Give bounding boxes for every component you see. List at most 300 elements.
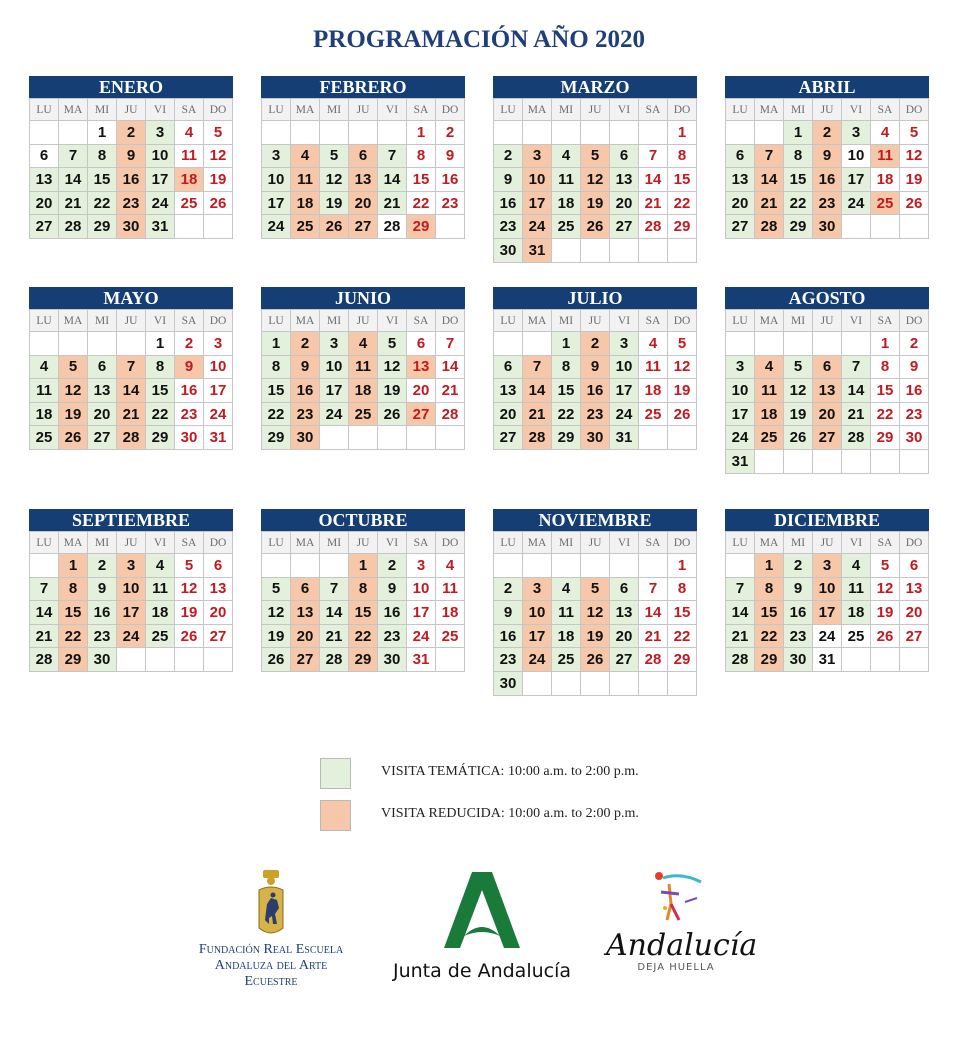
day-cell: 15 bbox=[668, 168, 697, 192]
day-cell: 27 bbox=[291, 648, 320, 672]
empty-cell bbox=[523, 121, 552, 145]
day-cell: 6 bbox=[291, 577, 320, 601]
day-cell: 26 bbox=[668, 402, 697, 426]
weekday-label: DO bbox=[436, 532, 465, 554]
day-cell: 25 bbox=[552, 648, 581, 672]
day-cell: 2 bbox=[117, 121, 146, 145]
weekday-label: DO bbox=[436, 99, 465, 121]
day-cell: 5 bbox=[900, 121, 929, 145]
day-cell: 31 bbox=[407, 648, 436, 672]
day-cell: 20 bbox=[291, 624, 320, 648]
day-cell: 8 bbox=[871, 355, 900, 379]
day-cell: 17 bbox=[117, 601, 146, 625]
day-cell: 18 bbox=[349, 379, 378, 403]
day-cell: 4 bbox=[552, 144, 581, 168]
empty-cell bbox=[494, 554, 523, 578]
day-cell: 4 bbox=[639, 332, 668, 356]
day-cell: 4 bbox=[871, 121, 900, 145]
weekday-label: MI bbox=[552, 310, 581, 332]
day-cell: 9 bbox=[494, 168, 523, 192]
empty-cell bbox=[871, 449, 900, 473]
day-cell: 21 bbox=[755, 191, 784, 215]
day-cell: 9 bbox=[784, 577, 813, 601]
legend-label-reducida: VISITA REDUCIDA: 10:00 a.m. to 2:00 p.m. bbox=[381, 806, 639, 821]
month-title: JULIO bbox=[493, 287, 697, 309]
day-cell: 29 bbox=[146, 426, 175, 450]
day-cell: 22 bbox=[262, 402, 291, 426]
empty-cell bbox=[726, 554, 755, 578]
day-cell: 3 bbox=[726, 355, 755, 379]
day-cell: 18 bbox=[436, 601, 465, 625]
day-cell: 23 bbox=[436, 191, 465, 215]
day-cell: 26 bbox=[784, 426, 813, 450]
empty-cell bbox=[320, 554, 349, 578]
day-cell: 25 bbox=[755, 426, 784, 450]
day-cell: 26 bbox=[581, 648, 610, 672]
month-abril bbox=[725, 76, 929, 239]
day-cell: 4 bbox=[552, 577, 581, 601]
day-cell: 1 bbox=[552, 332, 581, 356]
day-cell: 10 bbox=[146, 144, 175, 168]
day-cell: 6 bbox=[30, 144, 59, 168]
day-cell: 28 bbox=[117, 426, 146, 450]
day-cell: 15 bbox=[871, 379, 900, 403]
junta-logo bbox=[392, 870, 572, 982]
day-cell: 21 bbox=[378, 191, 407, 215]
day-cell: 26 bbox=[871, 624, 900, 648]
day-cell: 5 bbox=[668, 332, 697, 356]
day-cell: 11 bbox=[146, 577, 175, 601]
day-cell: 11 bbox=[291, 168, 320, 192]
month-title: FEBRERO bbox=[261, 76, 465, 98]
empty-cell bbox=[842, 449, 871, 473]
day-cell: 4 bbox=[436, 554, 465, 578]
day-cell: 3 bbox=[523, 577, 552, 601]
empty-cell bbox=[610, 554, 639, 578]
day-cell: 23 bbox=[175, 402, 204, 426]
empty-cell bbox=[117, 332, 146, 356]
day-cell: 10 bbox=[842, 144, 871, 168]
day-cell: 18 bbox=[552, 191, 581, 215]
day-cell: 3 bbox=[842, 121, 871, 145]
day-cell: 30 bbox=[900, 426, 929, 450]
day-cell: 3 bbox=[204, 332, 233, 356]
day-cell: 20 bbox=[494, 402, 523, 426]
month-table bbox=[261, 309, 465, 450]
weekday-label: MA bbox=[59, 310, 88, 332]
day-cell: 26 bbox=[378, 402, 407, 426]
weekday-label: VI bbox=[378, 310, 407, 332]
day-cell: 18 bbox=[175, 168, 204, 192]
day-cell: 10 bbox=[523, 168, 552, 192]
month-junio bbox=[261, 287, 465, 450]
day-cell: 29 bbox=[59, 648, 88, 672]
day-cell: 4 bbox=[755, 355, 784, 379]
day-cell: 24 bbox=[204, 402, 233, 426]
weekday-label: MI bbox=[784, 310, 813, 332]
day-cell: 7 bbox=[30, 577, 59, 601]
day-cell: 5 bbox=[581, 144, 610, 168]
weekday-label: VI bbox=[842, 99, 871, 121]
day-cell: 30 bbox=[117, 215, 146, 239]
day-cell: 5 bbox=[262, 577, 291, 601]
day-cell: 5 bbox=[871, 554, 900, 578]
month-mayo bbox=[29, 287, 233, 450]
day-cell: 8 bbox=[755, 577, 784, 601]
day-cell: 2 bbox=[494, 144, 523, 168]
day-cell: 30 bbox=[581, 426, 610, 450]
weekday-label: LU bbox=[30, 99, 59, 121]
day-cell: 28 bbox=[639, 215, 668, 239]
month-enero bbox=[29, 76, 233, 239]
day-cell: 10 bbox=[262, 168, 291, 192]
day-cell: 1 bbox=[262, 332, 291, 356]
day-cell: 27 bbox=[407, 402, 436, 426]
day-cell: 28 bbox=[30, 648, 59, 672]
empty-cell bbox=[581, 554, 610, 578]
empty-cell bbox=[262, 554, 291, 578]
day-cell: 7 bbox=[378, 144, 407, 168]
day-cell: 21 bbox=[523, 402, 552, 426]
day-cell: 18 bbox=[871, 168, 900, 192]
day-cell: 18 bbox=[755, 402, 784, 426]
weekday-label: DO bbox=[668, 310, 697, 332]
day-cell: 7 bbox=[755, 144, 784, 168]
day-cell: 20 bbox=[30, 191, 59, 215]
day-cell: 5 bbox=[378, 332, 407, 356]
day-cell: 25 bbox=[291, 215, 320, 239]
day-cell: 23 bbox=[378, 624, 407, 648]
month-marzo bbox=[493, 76, 697, 263]
empty-cell bbox=[320, 121, 349, 145]
day-cell: 29 bbox=[755, 648, 784, 672]
empty-cell bbox=[639, 554, 668, 578]
day-cell: 11 bbox=[30, 379, 59, 403]
day-cell: 21 bbox=[320, 624, 349, 648]
empty-cell bbox=[291, 121, 320, 145]
day-cell: 27 bbox=[726, 215, 755, 239]
empty-cell bbox=[552, 121, 581, 145]
weekday-label: LU bbox=[726, 99, 755, 121]
month-table bbox=[29, 531, 233, 672]
empty-cell bbox=[320, 426, 349, 450]
day-cell: 18 bbox=[552, 624, 581, 648]
day-cell: 28 bbox=[436, 402, 465, 426]
day-cell: 8 bbox=[668, 577, 697, 601]
empty-cell bbox=[291, 554, 320, 578]
day-cell: 7 bbox=[523, 355, 552, 379]
day-cell: 27 bbox=[349, 215, 378, 239]
day-cell: 24 bbox=[842, 191, 871, 215]
empty-cell bbox=[523, 671, 552, 695]
day-cell: 31 bbox=[523, 238, 552, 262]
day-cell: 17 bbox=[842, 168, 871, 192]
day-cell: 1 bbox=[784, 121, 813, 145]
day-cell: 24 bbox=[813, 624, 842, 648]
month-title: ABRIL bbox=[725, 76, 929, 98]
day-cell: 2 bbox=[175, 332, 204, 356]
day-cell: 11 bbox=[842, 577, 871, 601]
weekday-label: VI bbox=[378, 532, 407, 554]
empty-cell bbox=[784, 332, 813, 356]
month-octubre bbox=[261, 509, 465, 672]
day-cell: 30 bbox=[494, 238, 523, 262]
day-cell: 9 bbox=[88, 577, 117, 601]
day-cell: 10 bbox=[407, 577, 436, 601]
weekday-label: MI bbox=[320, 310, 349, 332]
day-cell: 11 bbox=[175, 144, 204, 168]
day-cell: 19 bbox=[378, 379, 407, 403]
empty-cell bbox=[262, 121, 291, 145]
empty-cell bbox=[436, 215, 465, 239]
day-cell: 14 bbox=[436, 355, 465, 379]
weekday-label: MA bbox=[755, 532, 784, 554]
weekday-label: SA bbox=[871, 99, 900, 121]
day-cell: 19 bbox=[581, 624, 610, 648]
day-cell: 24 bbox=[407, 624, 436, 648]
weekday-label: DO bbox=[900, 99, 929, 121]
day-cell: 31 bbox=[146, 215, 175, 239]
day-cell: 13 bbox=[813, 379, 842, 403]
weekday-label: DO bbox=[900, 532, 929, 554]
day-cell: 5 bbox=[204, 121, 233, 145]
day-cell: 2 bbox=[436, 121, 465, 145]
day-cell: 25 bbox=[842, 624, 871, 648]
day-cell: 23 bbox=[784, 624, 813, 648]
day-cell: 16 bbox=[117, 168, 146, 192]
day-cell: 20 bbox=[407, 379, 436, 403]
empty-cell bbox=[552, 554, 581, 578]
day-cell: 11 bbox=[552, 168, 581, 192]
day-cell: 22 bbox=[59, 624, 88, 648]
day-cell: 7 bbox=[726, 577, 755, 601]
day-cell: 6 bbox=[88, 355, 117, 379]
day-cell: 10 bbox=[523, 601, 552, 625]
month-table bbox=[261, 531, 465, 672]
day-cell: 7 bbox=[320, 577, 349, 601]
empty-cell bbox=[523, 332, 552, 356]
day-cell: 5 bbox=[59, 355, 88, 379]
day-cell: 22 bbox=[407, 191, 436, 215]
day-cell: 25 bbox=[552, 215, 581, 239]
day-cell: 18 bbox=[146, 601, 175, 625]
empty-cell bbox=[639, 238, 668, 262]
day-cell: 14 bbox=[842, 379, 871, 403]
weekday-label: DO bbox=[668, 99, 697, 121]
day-cell: 15 bbox=[552, 379, 581, 403]
empty-cell bbox=[204, 215, 233, 239]
day-cell: 15 bbox=[146, 379, 175, 403]
andalucia-label: Andalucía bbox=[606, 928, 758, 963]
day-cell: 24 bbox=[262, 215, 291, 239]
empty-cell bbox=[813, 449, 842, 473]
day-cell: 28 bbox=[320, 648, 349, 672]
day-cell: 7 bbox=[639, 144, 668, 168]
day-cell: 8 bbox=[88, 144, 117, 168]
day-cell: 2 bbox=[900, 332, 929, 356]
day-cell: 20 bbox=[726, 191, 755, 215]
day-cell: 13 bbox=[900, 577, 929, 601]
day-cell: 12 bbox=[262, 601, 291, 625]
day-cell: 29 bbox=[88, 215, 117, 239]
day-cell: 20 bbox=[204, 601, 233, 625]
day-cell: 27 bbox=[30, 215, 59, 239]
day-cell: 23 bbox=[88, 624, 117, 648]
weekday-label: SA bbox=[175, 310, 204, 332]
day-cell: 26 bbox=[320, 215, 349, 239]
day-cell: 3 bbox=[262, 144, 291, 168]
day-cell: 30 bbox=[88, 648, 117, 672]
weekday-label: MI bbox=[320, 532, 349, 554]
legend-swatch-reducida bbox=[320, 800, 351, 831]
day-cell: 1 bbox=[349, 554, 378, 578]
empty-cell bbox=[523, 554, 552, 578]
day-cell: 28 bbox=[726, 648, 755, 672]
weekday-label: MI bbox=[88, 532, 117, 554]
day-cell: 9 bbox=[291, 355, 320, 379]
day-cell: 4 bbox=[349, 332, 378, 356]
weekday-label: MA bbox=[59, 99, 88, 121]
day-cell: 27 bbox=[813, 426, 842, 450]
month-title: NOVIEMBRE bbox=[493, 509, 697, 531]
weekday-label: SA bbox=[175, 532, 204, 554]
horse-rider-emblem-icon bbox=[253, 868, 289, 940]
weekday-label: VI bbox=[146, 99, 175, 121]
day-cell: 12 bbox=[581, 601, 610, 625]
day-cell: 21 bbox=[436, 379, 465, 403]
day-cell: 6 bbox=[610, 577, 639, 601]
day-cell: 5 bbox=[581, 577, 610, 601]
empty-cell bbox=[59, 332, 88, 356]
day-cell: 16 bbox=[581, 379, 610, 403]
weekday-label: VI bbox=[610, 532, 639, 554]
day-cell: 17 bbox=[320, 379, 349, 403]
day-cell: 22 bbox=[668, 191, 697, 215]
day-cell: 29 bbox=[552, 426, 581, 450]
day-cell: 4 bbox=[30, 355, 59, 379]
day-cell: 17 bbox=[146, 168, 175, 192]
day-cell: 7 bbox=[639, 577, 668, 601]
empty-cell bbox=[668, 426, 697, 450]
day-cell: 25 bbox=[639, 402, 668, 426]
day-cell: 8 bbox=[349, 577, 378, 601]
day-cell: 11 bbox=[755, 379, 784, 403]
weekday-label: SA bbox=[639, 99, 668, 121]
day-cell: 10 bbox=[204, 355, 233, 379]
day-cell: 30 bbox=[378, 648, 407, 672]
day-cell: 28 bbox=[523, 426, 552, 450]
day-cell: 13 bbox=[291, 601, 320, 625]
month-title: JUNIO bbox=[261, 287, 465, 309]
day-cell: 30 bbox=[494, 671, 523, 695]
day-cell: 12 bbox=[204, 144, 233, 168]
day-cell: 8 bbox=[146, 355, 175, 379]
empty-cell bbox=[552, 671, 581, 695]
weekday-label: JU bbox=[117, 532, 146, 554]
day-cell: 31 bbox=[610, 426, 639, 450]
empty-cell bbox=[494, 332, 523, 356]
day-cell: 23 bbox=[291, 402, 320, 426]
day-cell: 7 bbox=[117, 355, 146, 379]
day-cell: 27 bbox=[900, 624, 929, 648]
empty-cell bbox=[639, 671, 668, 695]
weekday-label: DO bbox=[204, 310, 233, 332]
month-table bbox=[493, 98, 697, 263]
weekday-label: SA bbox=[871, 532, 900, 554]
empty-cell bbox=[871, 648, 900, 672]
day-cell: 23 bbox=[813, 191, 842, 215]
day-cell: 3 bbox=[523, 144, 552, 168]
empty-cell bbox=[668, 671, 697, 695]
day-cell: 21 bbox=[117, 402, 146, 426]
day-cell: 13 bbox=[204, 577, 233, 601]
empty-cell bbox=[436, 426, 465, 450]
day-cell: 16 bbox=[784, 601, 813, 625]
weekday-label: DO bbox=[204, 99, 233, 121]
empty-cell bbox=[871, 215, 900, 239]
weekday-label: SA bbox=[175, 99, 204, 121]
day-cell: 14 bbox=[117, 379, 146, 403]
day-cell: 22 bbox=[349, 624, 378, 648]
day-cell: 23 bbox=[494, 215, 523, 239]
empty-cell bbox=[30, 554, 59, 578]
day-cell: 6 bbox=[494, 355, 523, 379]
weekday-label: VI bbox=[610, 99, 639, 121]
day-cell: 9 bbox=[117, 144, 146, 168]
day-cell: 12 bbox=[59, 379, 88, 403]
fundacion-line1: Fundación Real Escuela bbox=[198, 942, 344, 957]
day-cell: 28 bbox=[59, 215, 88, 239]
weekday-label: JU bbox=[581, 310, 610, 332]
empty-cell bbox=[30, 121, 59, 145]
day-cell: 8 bbox=[552, 355, 581, 379]
weekday-label: MA bbox=[291, 310, 320, 332]
day-cell: 3 bbox=[117, 554, 146, 578]
day-cell: 17 bbox=[523, 624, 552, 648]
empty-cell bbox=[146, 648, 175, 672]
empty-cell bbox=[88, 332, 117, 356]
month-table bbox=[725, 531, 929, 672]
weekday-label: MA bbox=[755, 310, 784, 332]
day-cell: 10 bbox=[726, 379, 755, 403]
day-cell: 7 bbox=[436, 332, 465, 356]
legend-label-tematica: VISITA TEMÁTICA: 10:00 a.m. to 2:00 p.m. bbox=[381, 764, 639, 779]
weekday-label: LU bbox=[30, 532, 59, 554]
weekday-label: MI bbox=[88, 99, 117, 121]
month-diciembre bbox=[725, 509, 929, 672]
day-cell: 2 bbox=[813, 121, 842, 145]
day-cell: 17 bbox=[407, 601, 436, 625]
day-cell: 17 bbox=[610, 379, 639, 403]
day-cell: 5 bbox=[320, 144, 349, 168]
month-table bbox=[725, 98, 929, 239]
day-cell: 24 bbox=[146, 191, 175, 215]
day-cell: 13 bbox=[349, 168, 378, 192]
weekday-label: JU bbox=[349, 532, 378, 554]
weekday-label: LU bbox=[494, 310, 523, 332]
day-cell: 13 bbox=[610, 168, 639, 192]
weekday-label: LU bbox=[262, 310, 291, 332]
day-cell: 25 bbox=[175, 191, 204, 215]
weekday-label: MI bbox=[784, 99, 813, 121]
day-cell: 17 bbox=[262, 191, 291, 215]
day-cell: 24 bbox=[726, 426, 755, 450]
day-cell: 23 bbox=[581, 402, 610, 426]
empty-cell bbox=[581, 671, 610, 695]
weekday-label: MI bbox=[552, 99, 581, 121]
day-cell: 1 bbox=[88, 121, 117, 145]
weekday-label: LU bbox=[494, 532, 523, 554]
